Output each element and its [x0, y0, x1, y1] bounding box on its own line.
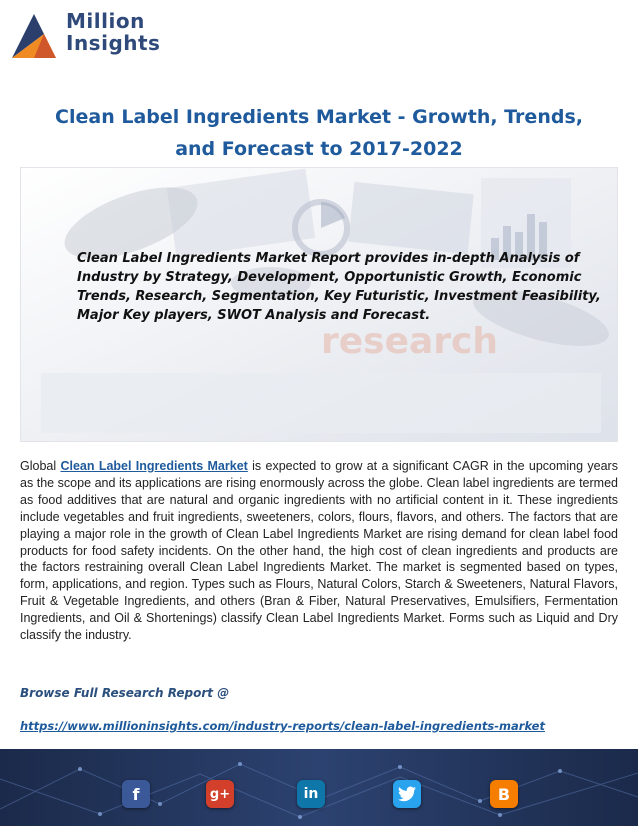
intro-text: Global	[20, 459, 57, 473]
report-summary: Clean Label Ingredients Market Report provides in-depth Analysis of Industry by Strategy, Development, Opportunistic Growth, Economic Trends, Research, Segmentation, Key Futuristic, Investment Feasibility, Major Key players, SWOT Analysis and Forecast.	[77, 251, 601, 323]
browse-label: Browse Full Research Report @	[20, 686, 230, 700]
google-plus-icon[interactable]: g+	[206, 780, 234, 808]
description-text: is expected to grow at a significant CAGR in the upcoming years as the scope and its applications are rising enormously across the globe. Clean label ingredients are termed as food additives that are natural and organic ingredients with no artificial content in it. These ingredients include vegetables and fruit ingredients, sweeteners, colors, flours, flavors, and others. The factors that are playing a major role in the growth of Clean Label Ingredients Market are rising demand for clean label food products for food safety incidents. On the other hand, the high cost of clean ingredients and products are the factors restraining overall Clean Label Ingredients Market. The market is segmented based on types, form, applications, and region. Types such as Flours, Natural Colors, Starch & Sweeteners, Natural Flavors, Fruit & Vegetable Ingredients, and others (Bran & Fiber, Natural Preservatives, Emulsifiers, Fermentation Ingredients, and Oil & Shortenings) classify Clean Label Ingredients Market. Forms such as Liquid and Dry classify the industry.	[20, 459, 618, 643]
market-link[interactable]: Clean Label Ingredients Market	[60, 459, 248, 473]
brand-name-line2: Insights	[66, 31, 161, 55]
twitter-bird-icon	[398, 786, 416, 802]
facebook-icon[interactable]: f	[122, 780, 150, 808]
report-url-link[interactable]: https://www.millioninsights.com/industry-reports/clean-label-ingredients-market	[20, 719, 545, 733]
banner-watermark-word: research	[321, 321, 499, 362]
brand-name-line1: Million	[66, 9, 145, 33]
report-description	[20, 458, 618, 644]
hero-banner	[20, 167, 618, 442]
linkedin-icon[interactable]: in	[297, 780, 325, 808]
blogger-icon[interactable]: B	[490, 780, 518, 808]
page-title: Clean Label Ingredients Market - Growth, Trends, and Forecast to 2017-2022	[55, 106, 583, 160]
twitter-icon[interactable]	[393, 780, 421, 808]
